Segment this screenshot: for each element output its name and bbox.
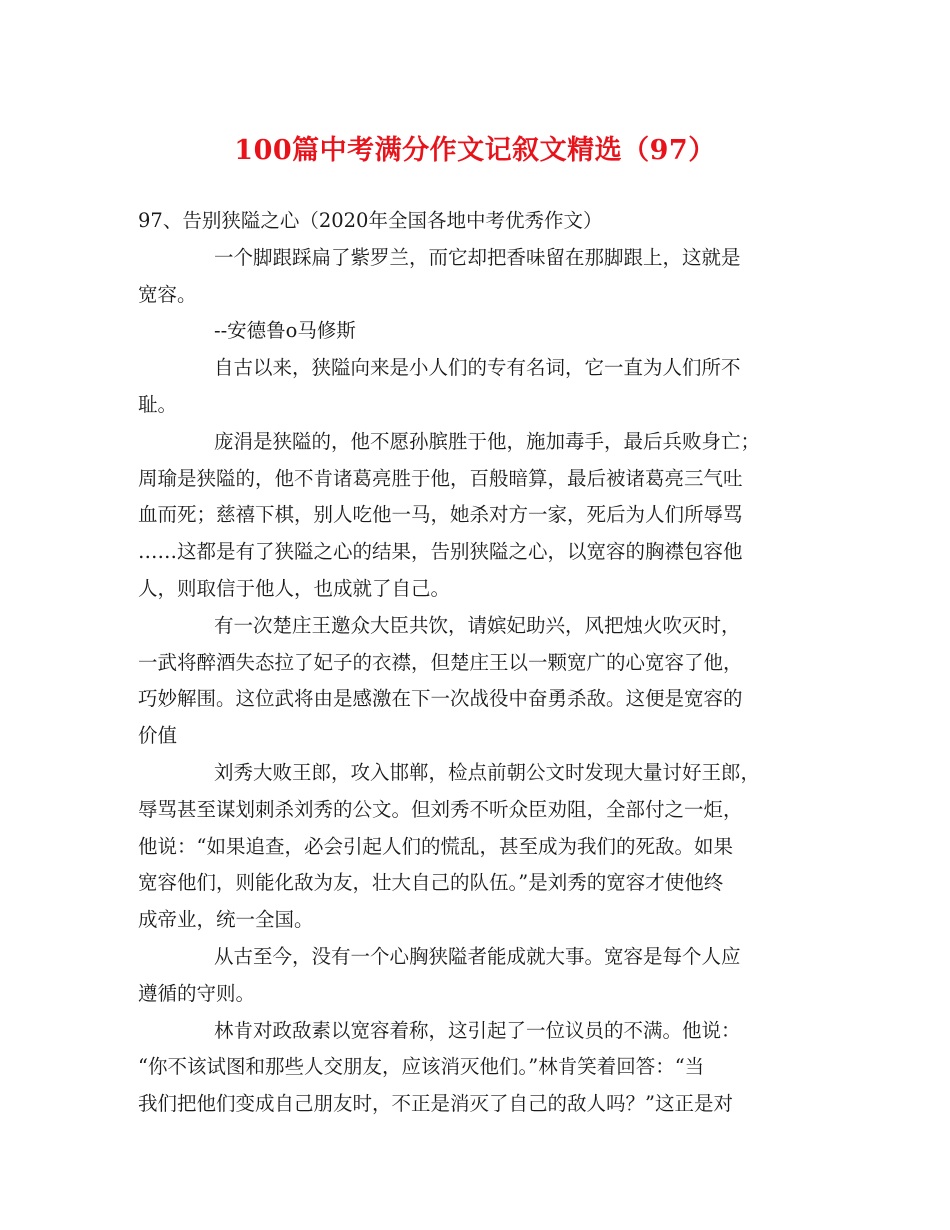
quote-line: 宽容。 [138,282,197,306]
paragraph-line: 我们把他们变成自己朋友时，不正是消灭了自己的敌人吗？”这正是对 [138,1092,733,1116]
paragraph-line: 一武将醉酒失态拉了妃子的衣襟，但楚庄王以一颗宽广的心宽容了他， [138,650,743,674]
document-body [138,203,822,1123]
paragraph-line: 从古至今，没有一个心胸狭隘者能成就大事。宽容是每个人应 [214,944,741,968]
paragraph-line: 耻。 [138,392,178,416]
paragraph-line: 血而死；慈禧下棋，别人吃他一马，她杀对方一家，死后为人们所辱骂 [138,503,743,527]
paragraph-line: 刘秀大败王郎，攻入邯郸，检点前朝公文时发现大量讨好王郎， [214,760,761,784]
paragraph-line: 成帝业，统一全国。 [138,908,314,932]
paragraph-line: “你不该试图和那些人交朋友，应该消灭他们。”林肯笑着回答：“当 [138,1055,705,1079]
paragraph-line: 价值 [138,724,178,748]
paragraph-line: 有一次楚庄王邀众大臣共饮，请嫔妃助兴，风把烛火吹灭时， [214,613,741,637]
paragraph-line: 林肯对政敌素以宽容着称，这引起了一位议员的不满。他说： [214,1018,741,1042]
document-title: 100篇中考满分作文记叙文精选（97） [234,135,716,166]
paragraph-line: 他说：“如果追查，必会引起人们的慌乱，甚至成为我们的死敌。如果 [138,834,733,858]
heading-line: 97、告别狭隘之心（2020年全国各地中考优秀作文） [138,209,603,232]
paragraph-line: 庞涓是狭隘的，他不愿孙膑胜于他，施加毒手，最后兵败身亡； [214,429,761,453]
quote-line: 一个脚跟踩扁了紫罗兰，而它却把香味留在那脚跟上，这就是 [214,245,741,269]
quote-attribution: --安德鲁ο马修斯 [214,319,356,343]
paragraph-line: 巧妙解围。这位武将由是感激在下一次战役中奋勇杀敌。这便是宽容的 [138,687,743,711]
paragraph-line: ……这都是有了狭隘之心的结果，告别狭隘之心，以宽容的胸襟包容他 [138,540,743,564]
paragraph-line: 人，则取信于他人，也成就了自己。 [138,576,451,600]
paragraph-line: 辱骂甚至谋划刺杀刘秀的公文。但刘秀不听众臣劝阻，全部付之一炬， [138,797,743,821]
paragraph-line: 宽容他们，则能化敌为友，壮大自己的队伍。”是刘秀的宽容才使他终 [138,871,724,895]
paragraph-line: 遵循的守则。 [138,981,256,1005]
paragraph-line: 周瑜是狭隘的，他不肯诸葛亮胜于他，百般暗算，最后被诸葛亮三气吐 [138,466,743,490]
paragraph-line: 自古以来，狭隘向来是小人们的专有名词，它一直为人们所不 [214,356,741,380]
